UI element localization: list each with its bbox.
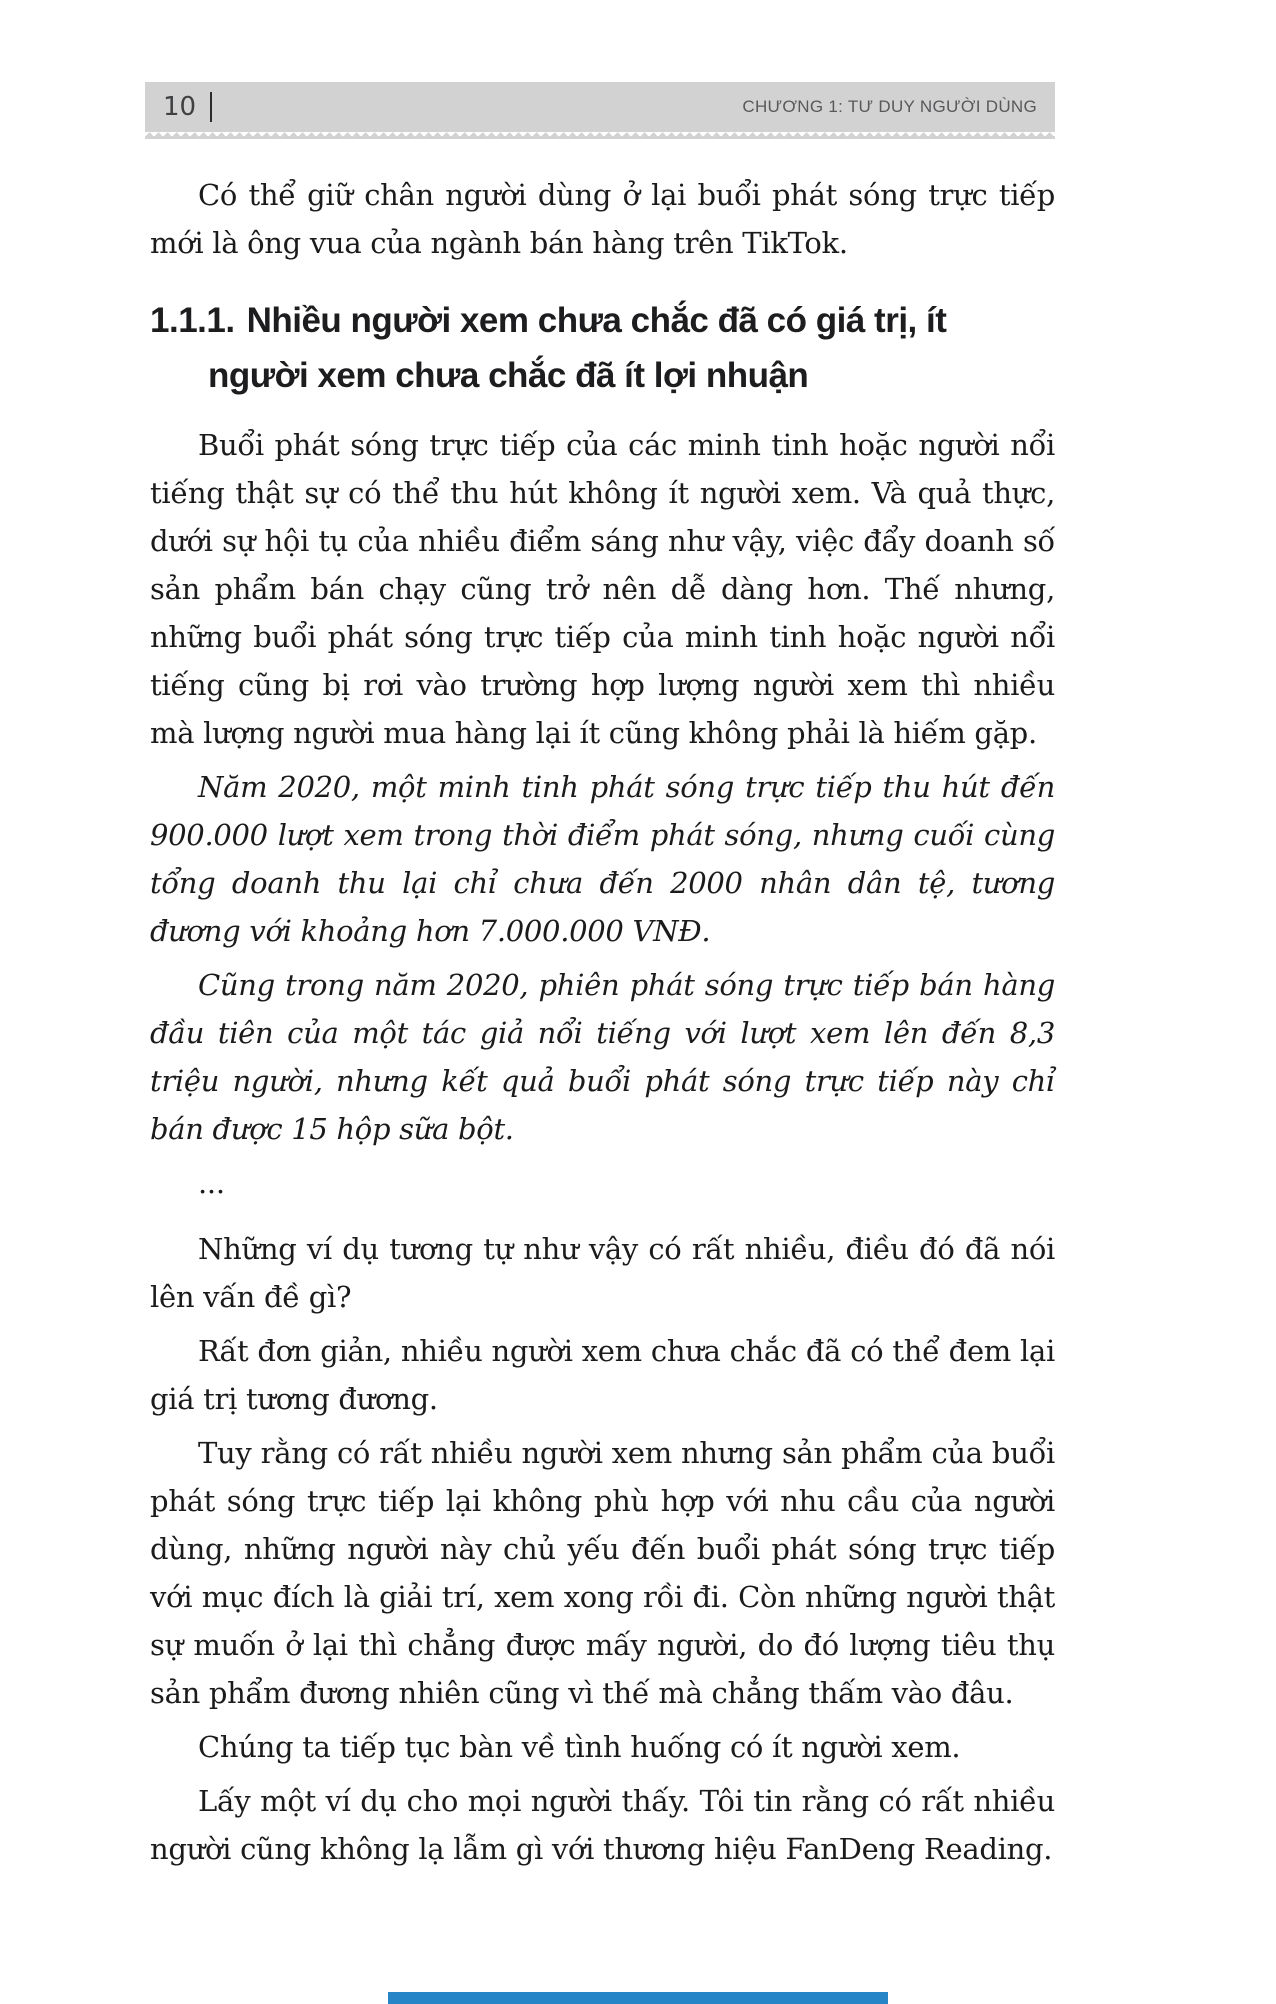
paragraph: Lấy một ví dụ cho mọi người thấy. Tôi tin rằng có rất nhiều người cũng không lạ lẫm gì với thương hiệu FanDeng Reading. <box>150 1784 1055 1866</box>
section-title: Nhiều người xem chưa chắc đã có giá trị, ít người xem chưa chắc đã ít lợi nhuận <box>208 301 947 395</box>
footer-accent-bar <box>388 1992 888 2004</box>
paragraph: Chúng ta tiếp tục bàn về tình huống có ít người xem. <box>198 1730 961 1764</box>
page-content <box>150 139 1055 1873</box>
header-zigzag-edge <box>145 132 1055 139</box>
page-header <box>145 82 1055 132</box>
paragraph: Tuy rằng có rất nhiều người xem nhưng sản phẩm của buổi phát sóng trực tiếp lại không phù hợp với nhu cầu của người dùng, những người này chủ yếu đến buổi phát sóng trực tiếp với mục đích là giải trí, xem xong rồi đi. Còn những người thật sự muốn ở lại thì chẳng được mấy người, do đó lượng tiêu thụ sản phẩm đương nhiên cũng vì thế mà chẳng thấm vào đâu. <box>150 1436 1055 1710</box>
book-page <box>0 82 1276 1873</box>
page-number: 10 <box>163 92 197 122</box>
paragraph: Rất đơn giản, nhiều người xem chưa chắc đã có thể đem lại giá trị tương đương. <box>150 1334 1055 1416</box>
example-quote-paragraph: Năm 2020, một minh tinh phát sóng trực tiếp thu hút đến 900.000 lượt xem trong thời điểm phát sóng, nhưng cuối cùng tổng doanh thu lại chỉ chưa đến 2000 nhân dân tệ, tương đương với khoảng hơn 7.000.000 VNĐ. <box>150 770 1055 948</box>
paragraph: Những ví dụ tương tự như vậy có rất nhiều, điều đó đã nói lên vấn đề gì? <box>150 1232 1055 1314</box>
intro-paragraph: Có thể giữ chân người dùng ở lại buổi phát sóng trực tiếp mới là ông vua của ngành bán hàng trên TikTok. <box>150 178 1055 260</box>
header-divider <box>210 92 212 122</box>
section-number: 1.1.1. <box>150 301 235 340</box>
chapter-header: CHƯƠNG 1: TƯ DUY NGƯỜI DÙNG <box>742 97 1037 116</box>
paragraph: Buổi phát sóng trực tiếp của các minh tinh hoặc người nổi tiếng thật sự có thể thu hút không ít người xem. Và quả thực, dưới sự hội tụ của nhiều điểm sáng như vậy, việc đẩy doanh số sản phẩm bán chạy cũng trở nên dễ dàng hơn. Thế nhưng, những buổi phát sóng trực tiếp của minh tinh hoặc người nổi tiếng cũng bị rơi vào trường hợp lượng người xem thì nhiều mà lượng người mua hàng lại ít cũng không phải là hiếm gặp. <box>150 428 1055 750</box>
section-heading <box>150 293 1055 403</box>
example-quote-paragraph: Cũng trong năm 2020, phiên phát sóng trực tiếp bán hàng đầu tiên của một tác giả nổi tiếng với lượt xem lên đến 8,3 triệu người, nhưng kết quả buổi phát sóng trực tiếp này chỉ bán được 15 hộp sữa bột. <box>150 968 1055 1146</box>
ellipsis-line: ... <box>198 1166 225 1200</box>
